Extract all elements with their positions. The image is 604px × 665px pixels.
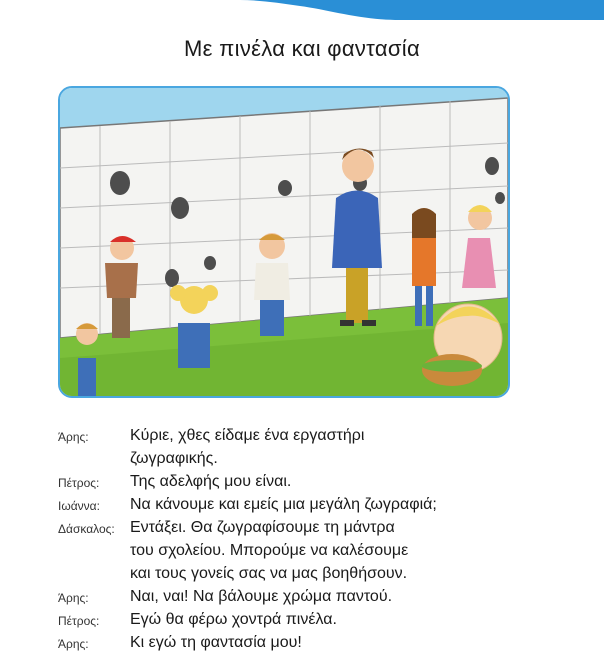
speaker-label: Δάσκαλος:	[58, 522, 115, 536]
speech-line: ζωγραφικής.	[130, 450, 218, 467]
speech-text	[130, 493, 578, 516]
speaker-label: Πέτρος:	[58, 476, 100, 490]
illustration-children-at-wall	[58, 86, 510, 398]
speaker-label: Ιωάννα:	[58, 499, 100, 513]
speech-line: και τους γονείς σας να μας βοηθήσουν.	[130, 565, 408, 582]
speech-line: του σχολείου. Μπορούμε να καλέσουμε	[130, 542, 409, 559]
speaker-label: Πέτρος:	[58, 614, 100, 628]
speech-line: Κι εγώ τη φαντασία μου!	[130, 634, 302, 651]
speech-text	[130, 424, 578, 470]
dialogue-line	[58, 424, 578, 470]
speech-line: Να κάνουμε και εμείς μια μεγάλη ζωγραφιά;	[130, 496, 437, 513]
speech-line: Εντάξει. Θα ζωγραφίσουμε τη μάντρα	[130, 519, 395, 536]
speech-line: Της αδελφής μου είναι.	[130, 473, 292, 490]
speech-line: Ναι, ναι! Να βάλουμε χρώμα παντού.	[130, 588, 393, 605]
dialogue	[58, 424, 578, 654]
dialogue-line	[58, 585, 578, 608]
page-title: Με πινέλα και φαντασία	[184, 36, 420, 61]
speech-text	[130, 585, 578, 608]
dialogue-line	[58, 516, 578, 585]
speech-line: Εγώ θα φέρω χοντρά πινέλα.	[130, 611, 337, 628]
speech-line: Κύριε, χθες είδαμε ένα εργαστήρι	[130, 427, 365, 444]
top-decorative-band	[0, 0, 604, 24]
speaker-label: Άρης:	[58, 430, 89, 444]
speech-text	[130, 470, 578, 493]
speaker-label: Άρης:	[58, 637, 89, 651]
dialogue-line	[58, 608, 578, 631]
speaker-label: Άρης:	[58, 591, 89, 605]
speech-text	[130, 631, 578, 654]
dialogue-line	[58, 470, 578, 493]
dialogue-line	[58, 631, 578, 654]
speech-text	[130, 608, 578, 631]
speech-text	[130, 516, 578, 585]
dialogue-line	[58, 493, 578, 516]
